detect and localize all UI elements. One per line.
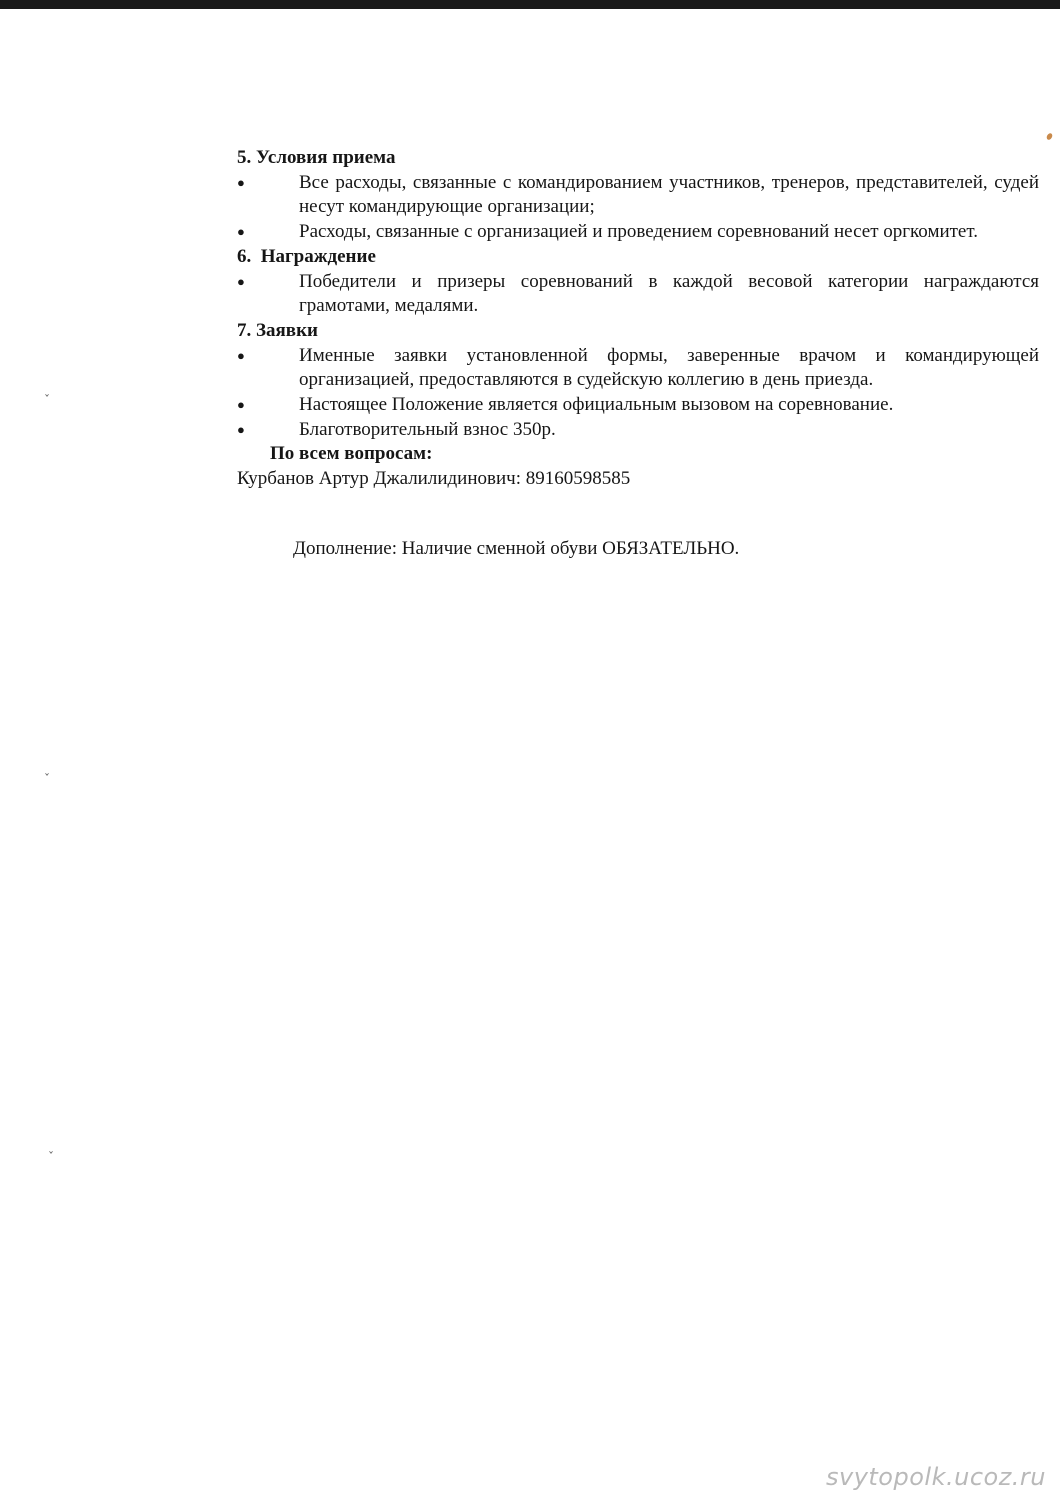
margin-mark: ˇ xyxy=(44,772,50,786)
bullet-icon: ● xyxy=(237,347,245,363)
margin-mark: ˇ xyxy=(48,1150,54,1164)
list-item xyxy=(237,270,1039,319)
contact-heading: По всем вопросам: xyxy=(270,443,433,465)
section-heading: 7. Заявки xyxy=(237,319,318,341)
document-body xyxy=(237,146,1039,562)
section-heading: 6. Награждение xyxy=(237,245,376,267)
list-item-text: Именные заявки установленной формы, заверенные врачом и командирующей организацией, предоставляются в судейскую коллегию в день приезда. xyxy=(299,344,1039,391)
bullet-icon: ● xyxy=(237,174,245,190)
bullet-icon: ● xyxy=(237,421,245,437)
scan-speck xyxy=(1046,132,1054,141)
margin-mark: ˇ xyxy=(44,393,50,407)
list-item xyxy=(237,220,1039,245)
list-item-text: Благотворительный взнос 350р. xyxy=(299,418,556,440)
bullet-icon: ● xyxy=(237,397,245,413)
bullet-icon: ● xyxy=(237,224,245,240)
list-item-text: Настоящее Положение является официальным вызовом на соревнование. xyxy=(299,394,894,416)
bullet-icon: ● xyxy=(237,273,245,289)
contact-line: Курбанов Артур Джалилидинович: 89160598585 xyxy=(237,468,631,490)
list-item xyxy=(237,171,1039,220)
list-item xyxy=(237,393,1039,418)
list-item-text: Все расходы, связанные с командированием участников, тренеров, представителей, судей несут командирующие организации; xyxy=(299,171,1039,218)
section-heading: 5. Условия приема xyxy=(237,147,396,168)
list-item-text: Победители и призеры соревнований в каждой весовой категории награждаются грамотами, медалями. xyxy=(299,270,1039,317)
list-item-text: Расходы, связанные с организацией и проведением соревнований несет оргкомитет. xyxy=(299,221,978,243)
supplement-note: Дополнение: Наличие сменной обуви ОБЯЗАТЕЛЬНО. xyxy=(293,537,740,559)
list-item xyxy=(237,418,1039,443)
scan-edge xyxy=(0,0,1060,9)
list-item xyxy=(237,344,1039,393)
watermark: svytopolk.ucoz.ru xyxy=(825,1463,1046,1491)
